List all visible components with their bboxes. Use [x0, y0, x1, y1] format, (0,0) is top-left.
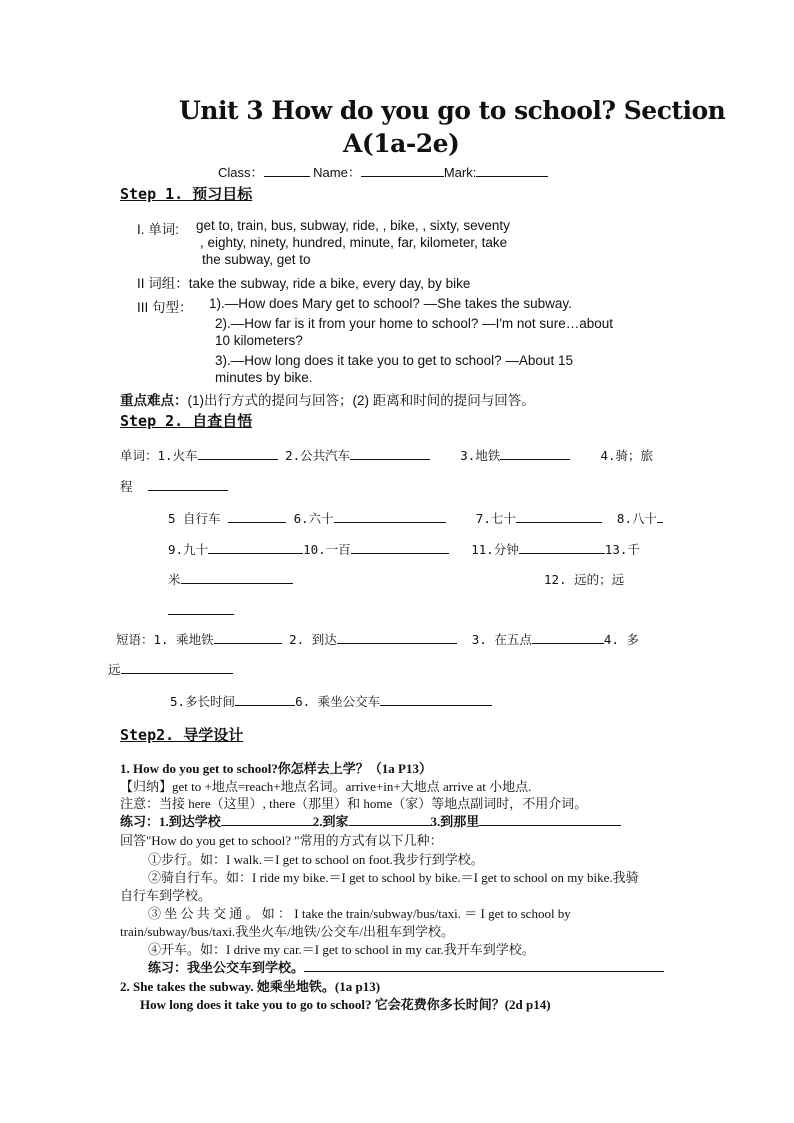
patterns-label: III 句型： [137, 300, 193, 315]
question-3: How long does it take you to go to school? 它会花费你多长时间？(2d p14) [140, 997, 551, 1012]
class-blank[interactable] [264, 164, 310, 177]
note: 注意：当接 here（这里）, there（那里）和 home（家）等地点副词时，不用介词。 [120, 796, 588, 811]
practice-blank-1[interactable] [221, 813, 313, 826]
phrase-3: 3. 在五点 [471, 632, 532, 647]
summary: 【归纳】get to +地点=reach+地点名词。arrive+in+大地点 arrive at 小地点. [120, 779, 532, 794]
name-label: Name： [313, 165, 361, 180]
blank-8[interactable] [657, 510, 663, 523]
title-line-1: Unit 3 How do you go to school? Section [179, 96, 726, 125]
words-line-2: , eighty, ninety, hundred, minute, far, kilometer, take [200, 235, 508, 250]
vocab-6: 6.六十 [293, 511, 334, 526]
vocab-13: 13.千 [604, 542, 640, 557]
blank-2[interactable] [350, 447, 430, 460]
question-1: 1. How do you get to school?你怎样去上学？（1a P13） [120, 761, 433, 776]
phrase-blank-3[interactable] [532, 631, 604, 644]
title-line-2: A(1a-2e) [343, 129, 460, 158]
vocab-row-5 [168, 570, 293, 588]
vocab-row-2 [120, 477, 228, 495]
practice-1a: 练习：1.到达学校 [120, 814, 221, 829]
practice-blank-3[interactable] [479, 813, 621, 826]
blank-12[interactable] [168, 602, 234, 615]
phrase-blank-2[interactable] [337, 631, 457, 644]
phrase-4-line2: 远 [108, 662, 121, 677]
way-2b: 自行车到学校。 [120, 888, 212, 903]
answer-intro: 回答"How do you get to school? "常用的方式有以下几种： [120, 833, 443, 848]
phrases-line: II 词组：take the subway, ride a bike, every day, by bike [137, 276, 471, 291]
way-4: ④开车。如：I drive my car.＝I get to school in my car.我开车到学校。 [148, 942, 535, 957]
name-blank[interactable] [361, 164, 444, 177]
vocab-12: 12. 远的；远 [544, 572, 625, 587]
blank-5[interactable] [228, 510, 286, 523]
phrase-row-1 [116, 630, 639, 648]
practice-2-blank[interactable] [304, 959, 664, 972]
blank-7[interactable] [516, 510, 602, 523]
vocab-7: 7.七十 [475, 511, 516, 526]
way-3b: train/subway/bus/taxi.我坐火车/地铁/公交车/出租车到学校。 [120, 924, 455, 939]
blank-6[interactable] [334, 510, 446, 523]
step2-guide-heading: Step2. 导学设计 [120, 726, 244, 744]
phrase-5: 5.多长时间 [170, 694, 236, 709]
blank-1[interactable] [198, 447, 278, 460]
vocab-4-line2: 程 [120, 479, 133, 494]
phrase-1: 1. 乘地铁 [153, 632, 214, 647]
mark-label: Mark: [443, 165, 477, 180]
phrase-blank-6[interactable] [380, 693, 492, 706]
vocab-4-cont: 旅 [640, 448, 654, 463]
practice-2-label: 练习：我坐公交车到学校。 [148, 960, 305, 975]
blank-13[interactable] [181, 571, 293, 584]
step1-heading: Step 1. 预习目标 [120, 185, 253, 203]
blank-3[interactable] [500, 447, 570, 460]
way-2a: ②骑自行车。如：I ride my bike.＝I get to school by bike.＝I get to school on my bike.我骑 [148, 870, 639, 885]
pattern-1: 1).—How does Mary get to school? —She takes the subway. [209, 296, 572, 311]
pattern-2b: 10 kilometers? [215, 333, 303, 348]
words-line-3: the subway, get to [202, 252, 311, 267]
words-prefix: 单词： [120, 448, 158, 463]
phrase-4: 4. 多 [603, 632, 639, 647]
vocab-11: 11.分钟 [471, 542, 519, 557]
question-2: 2. She takes the subway. 她乘坐地铁。(1a p13) [120, 979, 381, 994]
practice-1c: 3.到那里 [430, 814, 480, 829]
key-points-text: (1)出行方式的提问与回答；(2) 距离和时间的提问与回答。 [187, 393, 535, 408]
vocab-13-line2: 米 [168, 572, 181, 587]
blank-9[interactable] [208, 541, 303, 554]
phrase-row-2 [108, 660, 233, 678]
words-line-1: get to, train, bus, subway, ride, , bike, , sixty, seventy [196, 218, 510, 233]
vocab-10: 10.一百 [303, 542, 351, 557]
pattern-3b: minutes by bike. [215, 370, 313, 385]
step2-self-heading: Step 2. 自查自悟 [120, 412, 253, 430]
class-label: Class： [218, 165, 264, 180]
vocab-8: 8.八十 [616, 511, 657, 526]
phrase-row-3 [170, 692, 492, 710]
blank-10[interactable] [351, 541, 449, 554]
mark-blank[interactable] [476, 164, 548, 177]
key-points [120, 389, 535, 409]
vocab-row-4 [168, 540, 640, 558]
vocab-row-1 [120, 446, 653, 464]
phrase-blank-4[interactable] [121, 661, 233, 674]
phrase-blank-1[interactable] [214, 631, 282, 644]
vocab-1: 1.火车 [157, 448, 198, 463]
vocab-9: 9.九十 [168, 542, 209, 557]
practice-blank-2[interactable] [349, 813, 431, 826]
practice-1b: 2.到家 [312, 814, 349, 829]
vocab-3: 3.地铁 [460, 448, 501, 463]
header-fields [218, 162, 548, 181]
pattern-3a: 3).—How long does it take you to get to school? —About 15 [215, 353, 573, 368]
phrases-prefix: 短语： [116, 632, 154, 647]
way-3a: ③ 坐 公 共 交 通 。 如 ： I take the train/subway/bus/taxi. ＝ I get to school by [148, 906, 571, 921]
words-label: I. 单词: [137, 222, 180, 237]
blank-11[interactable] [519, 541, 605, 554]
blank-4[interactable] [148, 478, 228, 491]
vocab-row-3 [168, 509, 663, 527]
practice-1 [120, 811, 621, 830]
practice-2 [148, 957, 664, 976]
vocab-4: 4.骑； [600, 448, 641, 463]
way-1: ①步行。如：I walk.＝I get to school on foot.我步行到学校。 [148, 852, 484, 867]
vocab-12-line2 [168, 600, 234, 619]
vocab-5: 5 自行车 [168, 511, 221, 526]
phrase-6: 6. 乘坐公交车 [295, 694, 381, 709]
pattern-2a: 2).—How far is it from your home to school? —I'm not sure…about [215, 316, 613, 331]
phrase-blank-5[interactable] [235, 693, 295, 706]
phrase-2: 2. 到达 [289, 632, 337, 647]
vocab-2: 2.公共汽车 [285, 448, 351, 463]
key-points-label: 重点难点： [120, 393, 188, 408]
